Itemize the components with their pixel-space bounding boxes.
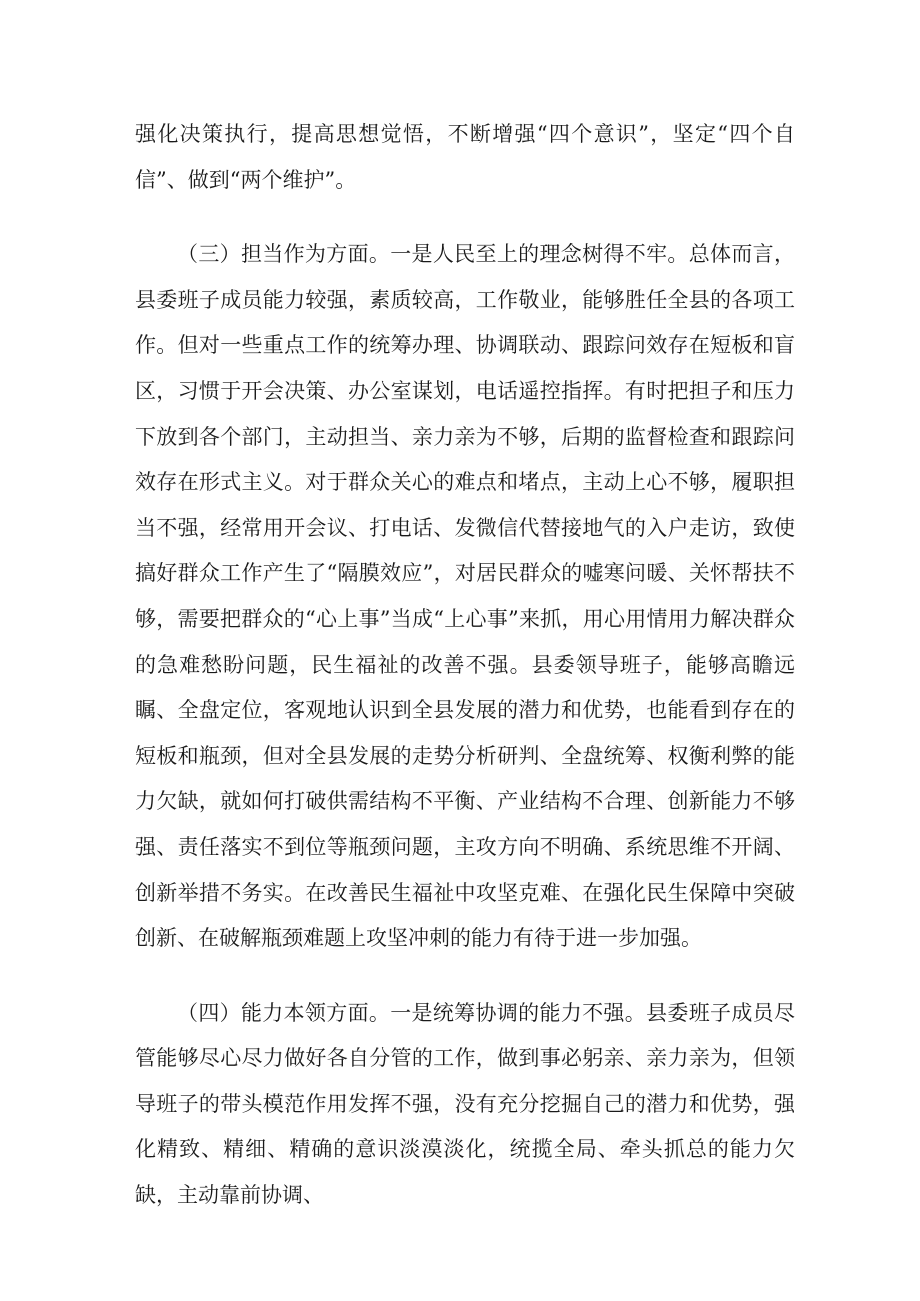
paragraph-section-3-responsibility: （三）担当作为方面。一是人民至上的理念树得不牢。总体而言，县委班子成员能力较强，素质较高，工作敬业，能够胜任全县的各项工作。但对一些重点工作的统筹办理、协调联动、跟踪问效存在短板和盲区，习惯于开会决策、办公室谋划，电话遥控指挥。有时把担子和压力下放到各个部门，主动担当、亲力亲为不够，后期的监督检查和跟踪问效存在形式主义。对于群众关心的难点和堵点，主动上心不够，履职担当不强，经常用开会议、打电话、发微信代替接地气的入户走访，致使搞好群众工作产生了“隔膜效应”，对居民群众的嘘寒问暖、关怀帮扶不够，需要把群众的“心上事”当成“上心事”来抓，用心用情用力解决群众的急难愁盼问题，民生福祉的改善不强。县委领导班子，能够高瞻远瞩、全盘定位，客观地认识到全县发展的潜力和优势，也能看到存在的短板和瓶颈，但对全县发展的走势分析研判、全盘统筹、权衡利弊的能力欠缺，就如何打破供需结构不平衡、产业结构不合理、创新能力不够强、责任落实不到位等瓶颈问题，主攻方向不明确、系统思维不开阔、创新举措不务实。在改善民生福祉中攻坚克难、在强化民生保障中突破创新、在破解瓶颈难题上攻坚冲刺的能力有待于进一步加强。	[135, 242, 795, 951]
paragraph-continuation: 强化决策执行，提高思想觉悟，不断增强“四个意识”，坚定“四个自信”、做到“两个维护”。	[135, 122, 795, 192]
document-body	[135, 112, 795, 1219]
paragraph-section-4-capability: （四）能力本领方面。一是统筹协调的能力不强。县委班子成员尽管能够尽心尽力做好各自分管的工作，做到事必躬亲、亲力亲为，但领导班子的带头模范作用发挥不强，没有充分挖掘自己的潜力和优势，强化精致、精细、精确的意识淡漠淡化，统揽全局、牵头抓总的能力欠缺，主动靠前协调、	[135, 1000, 795, 1208]
